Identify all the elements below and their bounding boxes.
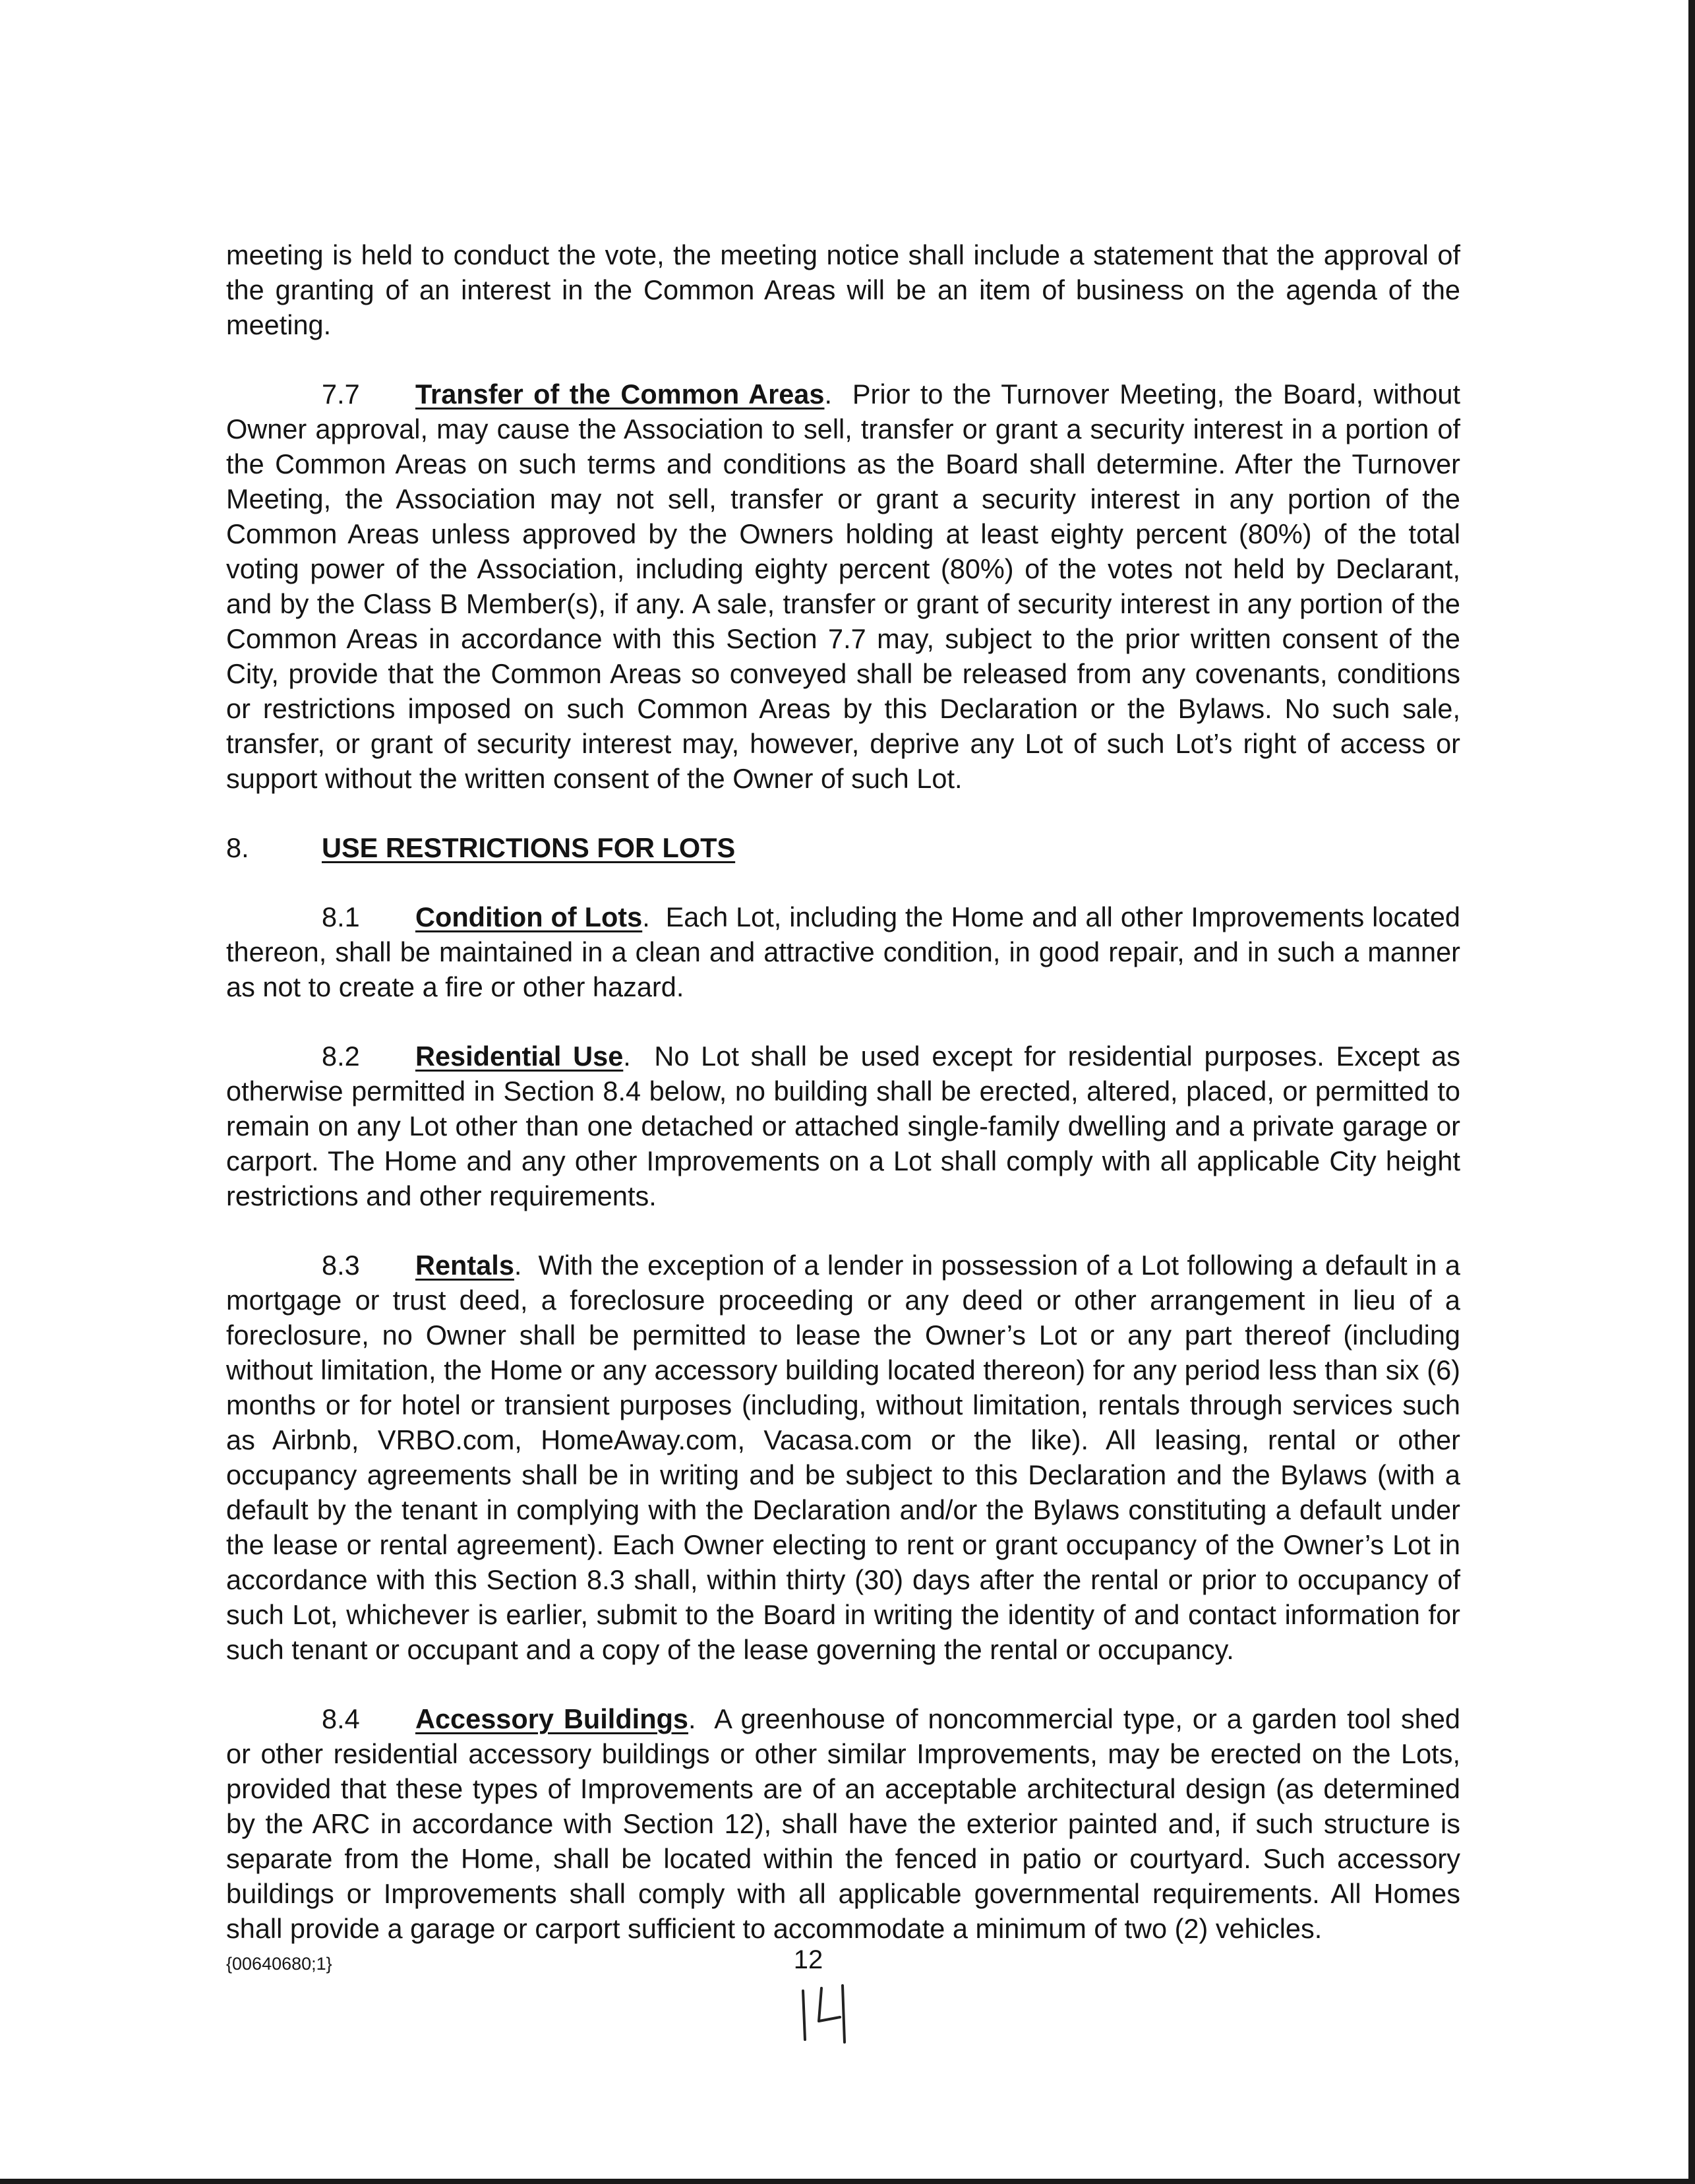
document-id: {00640680;1} xyxy=(226,1954,332,1974)
section-7-7-heading: Transfer of the Common Areas xyxy=(415,379,825,410)
section-8-1: 8.1 Condition of Lots. Each Lot, including the Home and all other Improvements located thereon, shall be maintained in a clean and attractive condition, in good repair, and in such a manner as not to create a fire or other hazard. xyxy=(226,899,1460,1004)
section-8-4-heading: Accessory Buildings xyxy=(415,1703,688,1734)
section-8-3: 8.3 Rentals. With the exception of a lender in possession of a Lot following a default in a mortgage or trust deed, a foreclosure proceeding or any deed or other arrangement in lieu of a foreclosure, no Owner shall be permitted to lease the Owner’s Lot or any part thereof (including without limitation, the Home or any accessory building located thereon) for any period less than six (6) months or for hotel or transient purposes (including, without limitation, rentals through services such as Airbnb, VRBO.com, HomeAway.com, Vacasa.com or the like). All leasing, rental or other occupancy agreements shall be in writing and be subject to this Declaration and the Bylaws (with a default by the tenant in complying with the Declaration and/or the Bylaws constituting a default under the lease or rental agreement). Each Owner electing to rent or grant occupancy of the Owner’s Lot in accordance with this Section 8.3 shall, within thirty (30) days after the rental or prior to occupancy of such Lot, whichever is earlier, submit to the Board in writing the identity of and contact information for such tenant or occupant and a copy of the lease governing the rental or occupancy. xyxy=(226,1248,1460,1667)
section-8 xyxy=(226,830,1460,865)
section-8-3-body: With the exception of a lender in possession of a Lot following a default in a mortgage or trust deed, a foreclosure proceeding or any deed or other arrangement in lieu of a foreclosure, no Owner shall be permitted to lease the Owner’s Lot or any part thereof (including without limitation, the Home or any accessory building located thereon) for any period less than six (6) months or for hotel or transient purposes (including, without limitation, rentals through services such as Airbnb, VRBO.com, HomeAway.com, Vacasa.com or the like). All leasing, rental or other occupancy agreements shall be in writing and be subject to this Declaration and the Bylaws (with a default by the tenant in complying with the Declaration and/or the Bylaws constituting a default under the lease or rental agreement). Each Owner electing to rent or grant occupancy of the Owner’s Lot in accordance with this Section 8.3 shall, within thirty (30) days after the rental or prior to occupancy of such Lot, whichever is earlier, submit to the Board in writing the identity of and contact information for such tenant or occupant and a copy of the lease governing the rental or occupancy. xyxy=(226,1250,1460,1665)
section-8-1-body: Each Lot, including the Home and all other Improvements located thereon, shall be maintained in a clean and attractive condition, in good repair, and in such a manner as not to create a fire or other hazard. xyxy=(226,901,1460,1002)
section-8-3-number: 8.3 xyxy=(322,1250,360,1281)
section-7-7-body: Prior to the Turnover Meeting, the Board, without Owner approval, may cause the Association to sell, transfer or grant a security interest in a portion of the Common Areas on such terms and conditions as the Board shall determine. After the Turnover Meeting, the Association may not sell, transfer or grant a security interest in any portion of the Common Areas unless approved by the Owners holding at least eighty percent (80%) of the total voting power of the Association, including eighty percent (80%) of the votes not held by Declarant, and by the Class B Member(s), if any. A sale, transfer or grant of security interest in any portion of the Common Areas in accordance with this Section 7.7 may, subject to the prior written consent of the City, provide that the Common Areas so conveyed shall be released from any covenants, conditions or restrictions imposed on such Common Areas by this Declaration or the Bylaws. No such sale, transfer, or grant of security interest may, however, deprive any Lot of such Lot’s right of access or support without the written consent of the Owner of such Lot. xyxy=(226,379,1461,794)
section-8-4-body: A greenhouse of noncommercial type, or a garden tool shed or other residential accessory buildings or other similar Improvements, may be erected on the Lots, provided that these types of Improvements are of an acceptable architectural design (as determined by the ARC in accordance with Section 12), shall have the exterior painted and, if such structure is separate from the Home, shall be located within the fenced in patio or courtyard. Such accessory buildings or Improvements shall comply with all applicable governmental requirements. All Homes shall provide a garage or carport sufficient to accommodate a minimum of two (2) vehicles. xyxy=(226,1703,1460,1944)
section-8-4: 8.4 Accessory Buildings. A greenhouse of noncommercial type, or a garden tool shed or other residential accessory buildings or other similar Improvements, may be erected on the Lots, provided that these types of Improvements are of an acceptable architectural design (as determined by the ARC in accordance with Section 12), shall have the exterior painted and, if such structure is separate from the Home, shall be located within the fenced in patio or courtyard. Such accessory buildings or Improvements shall comply with all applicable governmental requirements. All Homes shall provide a garage or carport sufficient to accommodate a minimum of two (2) vehicles. xyxy=(226,1701,1460,1946)
continuation-paragraph: meeting is held to conduct the vote, the meeting notice shall include a statement that the approval of the granting of an interest in the Common Areas will be an item of business on the agenda of the meeting. xyxy=(226,239,1460,340)
section-8-2-heading: Residential Use xyxy=(415,1041,624,1072)
document-body xyxy=(226,237,1460,1980)
handwritten-page-number xyxy=(796,1982,856,2044)
section-8-1-number: 8.1 xyxy=(322,901,360,932)
section-8-4-number: 8.4 xyxy=(322,1703,360,1734)
page-number: 12 xyxy=(793,1945,823,1974)
section-8-2: 8.2 Residential Use. No Lot shall be used except for residential purposes. Except as otherwise permitted in Section 8.4 below, no building shall be erected, altered, placed, or permitted to remain on any Lot other than one detached or attached single-family dwelling and a private garage or carport. The Home and any other Improvements on a Lot shall comply with all applicable City height restrictions and other requirements. xyxy=(226,1039,1460,1213)
section-7-7: 7.7 Transfer of the Common Areas. Prior to the Turnover Meeting, the Board, without Owner approval, may cause the Association to sell, transfer or grant a security interest in a portion of the Common Areas on such terms and conditions as the Board shall determine. After the Turnover Meeting, the Association may not sell, transfer or grant a security interest in any portion of the Common Areas unless approved by the Owners holding at least eighty percent (80%) of the total voting power of the Association, including eighty percent (80%) of the votes not held by Declarant, and by the Class B Member(s), if any. A sale, transfer or grant of security interest in any portion of the Common Areas in accordance with this Section 7.7 may, subject to the prior written consent of the City, provide that the Common Areas so conveyed shall be released from any covenants, conditions or restrictions imposed on such Common Areas by this Declaration or the Bylaws. No such sale, transfer, or grant of security interest may, however, deprive any Lot of such Lot’s right of access or support without the written consent of the Owner of such Lot. xyxy=(226,377,1460,796)
section-8-heading: USE RESTRICTIONS FOR LOTS xyxy=(322,832,736,863)
section-8-1-heading: Condition of Lots xyxy=(415,901,643,932)
section-8-2-body: No Lot shall be used except for residential purposes. Except as otherwise permitted in Section 8.4 below, no building shall be erected, altered, placed, or permitted to remain on any Lot other than one detached or attached single-family dwelling and a private garage or carport. The Home and any other Improvements on a Lot shall comply with all applicable City height restrictions and other requirements. xyxy=(226,1041,1461,1211)
section-8-2-number: 8.2 xyxy=(322,1041,360,1072)
section-8-3-heading: Rentals xyxy=(415,1250,514,1281)
section-8-number: 8. xyxy=(226,832,249,863)
section-7-7-number: 7.7 xyxy=(322,379,360,410)
